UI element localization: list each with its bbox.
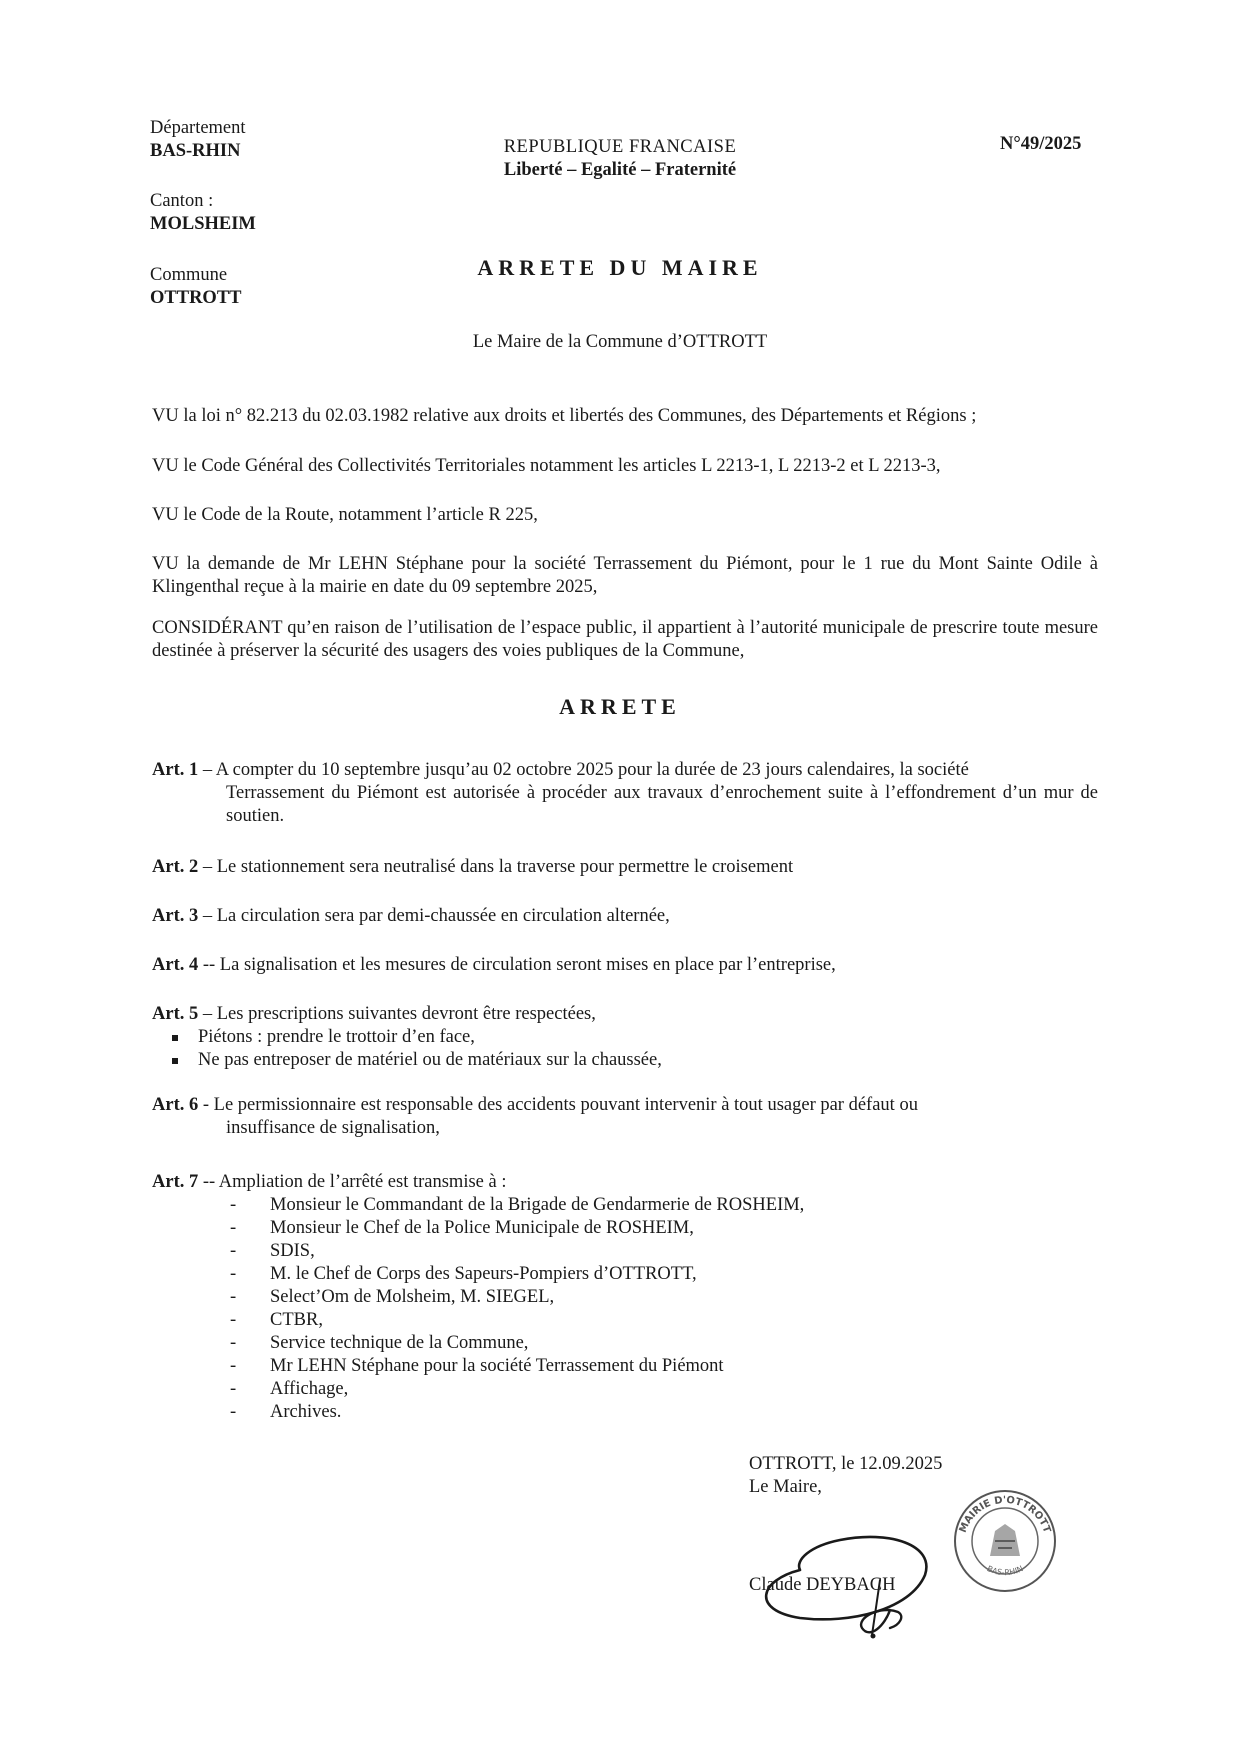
commune-value: OTTROTT — [150, 288, 242, 308]
considerant-1: VU la loi n° 82.213 du 02.03.1982 relative aux droits et libertés des Communes, des Départements et Régions ; — [152, 406, 977, 426]
mairie-stamp-icon — [950, 1486, 1060, 1596]
signatory-name: Claude DEYBACH — [749, 1575, 896, 1595]
list-item: - Affichage, — [152, 1378, 1098, 1401]
article-7-text: -- Ampliation de l’arrêté est transmise à : — [198, 1172, 507, 1192]
considerant-3: VU le Code de la Route, notamment l’article R 225, — [152, 505, 538, 525]
article-6-label: Art. 6 — [152, 1095, 199, 1115]
article-5-text: – Les prescriptions suivantes devront être respectées, — [198, 1004, 596, 1024]
article-1-continuation: Terrassement du Piémont est autorisée à procéder aux travaux d’enrochement suite à l’effondrement d’un mur de soutien. — [226, 783, 1098, 826]
header-left — [150, 117, 246, 163]
list-item: - SDIS, — [152, 1240, 1098, 1263]
considerant-5: CONSIDÉRANT qu’en raison de l’utilisation de l’espace public, il appartient à l’autorité municipale de prescrire toute mesure destinée à préserver la sécurité des usagers des voies publiques de la Commune, — [152, 618, 1098, 661]
list-item: - Monsieur le Chef de la Police Municipale de ROSHEIM, — [152, 1217, 1098, 1240]
considerant-4: VU la demande de Mr LEHN Stéphane pour la société Terrassement du Piémont, pour le 1 rue du Mont Sainte Odile à Klingenthal reçue à la mairie en date du 09 septembre 2025, — [152, 554, 1098, 597]
decree-number: N°49/2025 — [1000, 134, 1082, 154]
article-4-text: -- La signalisation et les mesures de circulation seront mises en place par l’entreprise, — [198, 955, 836, 975]
list-item: Ne pas entreposer de matériel ou de matériaux sur la chaussée, — [152, 1049, 1098, 1072]
svg-text:MAIRIE D'OTTROTT: MAIRIE D'OTTROTT — [957, 1494, 1053, 1535]
list-item: - Select’Om de Molsheim, M. SIEGEL, — [152, 1286, 1098, 1309]
article-2-text: – Le stationnement sera neutralisé dans la traverse pour permettre le croisement — [198, 857, 794, 877]
page-title: ARRETE DU MAIRE — [477, 255, 763, 280]
list-item: - Mr LEHN Stéphane pour la société Terrassement du Piémont — [152, 1355, 1098, 1378]
article-3-label: Art. 3 — [152, 906, 199, 926]
article-3 — [152, 905, 1098, 928]
list-item: - M. le Chef de Corps des Sapeurs-Pompiers d’OTTROTT, — [152, 1263, 1098, 1286]
departement-label: Département — [150, 118, 246, 138]
list-item: - Archives. — [152, 1401, 1098, 1424]
article-1-text: – A compter du 10 septembre jusqu’au 02 octobre 2025 pour la durée de 23 jours calendaires, la société — [198, 760, 969, 780]
commune-label: Commune — [150, 265, 228, 285]
article-4 — [152, 954, 1098, 977]
page-subtitle: Le Maire de la Commune d’OTTROTT — [472, 332, 768, 352]
article-6 — [152, 1094, 1098, 1140]
list-item: - Service technique de la Commune, — [152, 1332, 1098, 1355]
list-item: - Monsieur le Commandant de la Brigade de Gendarmerie de ROSHEIM, — [152, 1194, 1098, 1217]
departement-value: BAS-RHIN — [150, 141, 241, 161]
article-6-text: - Le permissionnaire est responsable des accidents pouvant intervenir à tout usager par défaut ou — [198, 1095, 918, 1115]
article-1-label: Art. 1 — [152, 760, 199, 780]
article-6-continuation: insuffisance de signalisation, — [226, 1118, 440, 1138]
article-2 — [152, 856, 1098, 879]
republic-motto: Liberté – Egalité – Fraternité — [503, 160, 737, 180]
canton-value: MOLSHEIM — [150, 214, 256, 234]
header-center — [420, 136, 820, 182]
article-2-label: Art. 2 — [152, 857, 199, 877]
signature-block — [749, 1453, 942, 1499]
handwritten-signature — [740, 1500, 940, 1640]
article-5-list — [152, 1026, 1098, 1072]
republic-name: REPUBLIQUE FRANCAISE — [503, 137, 737, 157]
signature-role: Le Maire, — [749, 1477, 822, 1497]
article-3-text: – La circulation sera par demi-chaussée en circulation alternée, — [198, 906, 670, 926]
commune-block — [150, 264, 242, 310]
canton-block — [150, 190, 256, 236]
list-item: - CTBR, — [152, 1309, 1098, 1332]
article-7-label: Art. 7 — [152, 1172, 199, 1192]
article-7 — [152, 1171, 1098, 1424]
article-1 — [152, 759, 1098, 828]
considerant-2: VU le Code Général des Collectivités Territoriales notamment les articles L 2213-1, L 2213-2 et L 2213-3, — [152, 456, 941, 476]
recipients-list — [152, 1194, 1098, 1424]
canton-label: Canton : — [150, 191, 214, 211]
article-5 — [152, 1003, 1098, 1072]
article-5-label: Art. 5 — [152, 1004, 199, 1024]
list-item: Piétons : prendre le trottoir d’en face, — [152, 1026, 1098, 1049]
signature-place-date: OTTROTT, le 12.09.2025 — [749, 1454, 943, 1474]
svg-text:BAS-RHIN: BAS-RHIN — [985, 1564, 1025, 1578]
article-4-label: Art. 4 — [152, 955, 199, 975]
arrete-heading: ARRETE — [559, 694, 681, 719]
